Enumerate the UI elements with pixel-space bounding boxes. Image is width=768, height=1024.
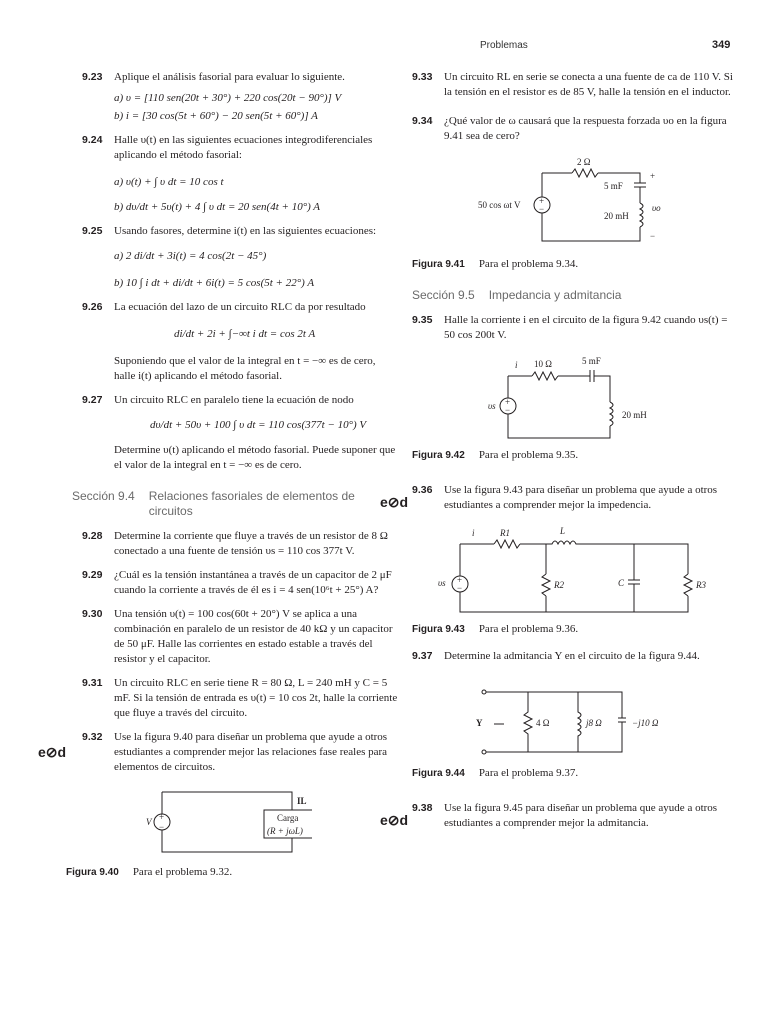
- plus-sign: +: [505, 397, 511, 407]
- problem-number: 9.31: [82, 677, 103, 689]
- figure-caption: Para el problema 9.32.: [132, 866, 233, 878]
- problem-9-24: [82, 133, 398, 215]
- current-label: i: [472, 528, 475, 538]
- problem-9-36: [380, 483, 734, 513]
- section-title: Relaciones fasoriales de elementos de circuitos: [148, 489, 355, 518]
- plus-sign: +: [457, 575, 463, 585]
- figure-label: Figura 9.43: [412, 624, 465, 635]
- problem-number: 9.26: [82, 301, 103, 313]
- problem-number: 9.34: [412, 115, 433, 127]
- figure-caption: Para el problema 9.35.: [478, 449, 579, 461]
- resistor-label: 2 Ω: [577, 157, 591, 167]
- problem-text: Una tensión υ(t) = 100 cos(60t + 20°) V se aplica a una combinación en paralelo de un resistor de 40 kΩ y un capacitor de 50 μF. Halle las corrientes en estado estable a través del resistor y el capacitor.: [114, 608, 393, 665]
- load-label: Carga: [277, 813, 299, 823]
- problem-text: Determine la admitancia Y en el circuito de la figura 9.44.: [444, 650, 700, 662]
- figure-9-43-circuit: [412, 522, 734, 618]
- capacitor-label: 5 mF: [604, 181, 623, 191]
- problem-9-30: [82, 607, 398, 667]
- problem-number: 9.29: [82, 569, 103, 581]
- equation-a: a) 2 di/dt + 3i(t) = 4 cos(2t − 45°): [114, 250, 267, 262]
- running-title: Problemas: [480, 40, 528, 51]
- equation: di/dt + 2i + ∫−∞t i dt = cos 2t A: [174, 328, 316, 340]
- figure-9-40-circuit: [142, 786, 312, 856]
- equation: dυ/dt + 50υ + 100 ∫ υ dt = 110 cos(377t − 10°) V: [150, 419, 367, 431]
- problem-9-27: [82, 393, 398, 473]
- problem-9-31: [82, 676, 398, 721]
- ead-badge-icon: e⊘d: [380, 494, 409, 510]
- figure-9-44-caption: [412, 766, 734, 781]
- plus-sign: +: [650, 171, 656, 181]
- problem-number: 9.36: [412, 484, 433, 496]
- admittance-label: Y: [476, 718, 483, 728]
- figure-9-42-caption: [412, 448, 734, 463]
- capacitor-label: 5 mF: [582, 356, 601, 366]
- equation-b: b) 10 ∫ i dt + di/dt + 6i(t) = 5 cos(5t + 22°) A: [114, 277, 315, 289]
- problem-9-38: [380, 801, 734, 831]
- section-label: Sección 9.5: [412, 288, 475, 302]
- problem-text: ¿Qué valor de ω causará que la respuesta forzada υo en la figura 9.41 sea de cero?: [444, 115, 727, 142]
- problem-number: 9.28: [82, 530, 103, 542]
- ead-badge-icon: e⊘d: [380, 812, 409, 828]
- source-label: V: [146, 817, 152, 827]
- problem-number: 9.33: [412, 71, 433, 83]
- problem-text: Use la figura 9.43 para diseñar un problema que ayude a otros estudiantes a comprender mejor la impedencia.: [444, 484, 718, 511]
- plus-sign: +: [539, 196, 545, 206]
- r3-label: R3: [696, 580, 706, 590]
- figure-label: Figura 9.41: [412, 259, 465, 270]
- problem-number: 9.24: [82, 134, 103, 146]
- inductor-label: j8 Ω: [586, 718, 602, 728]
- problem-text: Un circuito RLC en paralelo tiene la ecuación de nodo: [114, 394, 354, 406]
- section-heading-9-5: [412, 288, 734, 303]
- problem-number: 9.23: [82, 71, 103, 83]
- figure-caption: Para el problema 9.34.: [478, 258, 579, 270]
- resistor-label: 4 Ω: [536, 718, 550, 728]
- current-label: i: [515, 360, 518, 370]
- problem-number: 9.25: [82, 225, 103, 237]
- resistor-label: 10 Ω: [534, 359, 552, 369]
- capacitor-label: C: [618, 578, 625, 588]
- figure-9-42-circuit: [412, 352, 734, 444]
- figure-caption: Para el problema 9.36.: [478, 623, 579, 635]
- problem-number: 9.35: [412, 314, 433, 326]
- problem-number: 9.27: [82, 394, 103, 406]
- figure-9-44-circuit: [412, 682, 734, 762]
- section-title: Impedancia y admitancia: [488, 288, 622, 302]
- problem-9-26: [82, 300, 398, 384]
- problem-text: Un circuito RLC en serie tiene R = 80 Ω, L = 240 mH y C = 5 mF. Si la tensión de entrada es υ(t) = 10 cos 2t, halle la corriente que fluye a través del circuito.: [114, 677, 398, 719]
- problem-text: Determine la corriente que fluye a través de un resistor de 8 Ω conectado a una fuente de tensión υs = 110 cos 377t V.: [114, 530, 388, 557]
- r1-label: R1: [500, 528, 510, 538]
- right-column: [380, 70, 734, 840]
- current-label: IL: [297, 796, 307, 806]
- source-label: υs: [488, 401, 496, 411]
- minus-sign: −: [539, 204, 545, 214]
- figure-9-43-caption: [412, 622, 734, 637]
- figure-label: Figura 9.44: [412, 768, 465, 779]
- output-voltage-label: υo: [652, 203, 661, 213]
- problem-9-23: [82, 70, 398, 124]
- equation-a: a) υ(t) + ∫ υ dt = 10 cos t: [114, 176, 224, 188]
- figure-9-41-circuit: [412, 153, 734, 253]
- source-label: 50 cos ωt V: [478, 200, 521, 210]
- problem-9-37: [412, 649, 734, 664]
- problem-text: Un circuito RL en serie se conecta a una fuente de ca de 110 V. Si la tensión en el resistor es de 85 V, halle la tensión en el inductor.: [444, 71, 733, 98]
- source-label: υs: [438, 578, 446, 588]
- problem-text: Use la figura 9.40 para diseñar un problema que ayude a otros estudiantes a comprender mejor las relaciones fase reales para elementos de circuitos.: [114, 731, 388, 773]
- problem-text: Aplique el análisis fasorial para evaluar lo siguiente.: [114, 71, 345, 83]
- inductor-label: L: [560, 526, 566, 536]
- problem-9-33: [412, 70, 734, 100]
- load-impedance: (R + jωL): [267, 826, 303, 836]
- problem-text-2: Suponiendo que el valor de la integral en t = −∞ es de cero, halle i(t) aplicando el método fasorial.: [114, 355, 376, 382]
- ead-badge-icon: e⊘d: [38, 744, 67, 760]
- problem-9-25: [82, 224, 398, 291]
- minus-sign: −: [457, 583, 463, 593]
- inductor-label: 20 mH: [604, 211, 629, 221]
- minus-sign: −: [505, 405, 511, 415]
- page-number: 349: [712, 39, 731, 51]
- figure-label: Figura 9.42: [412, 450, 465, 461]
- section-heading-9-4: [72, 489, 398, 519]
- figure-label: Figura 9.40: [66, 867, 119, 878]
- inductor-label: 20 mH: [622, 410, 647, 420]
- problem-9-32: [38, 730, 398, 775]
- equation-b: b) dυ/dt + 5υ(t) + 4 ∫ υ dt = 20 sen(4t + 10°) A: [114, 201, 321, 213]
- problem-text: ¿Cuál es la tensión instantánea a través de un capacitor de 2 μF cuando la corriente a través de él es i = 4 sen(10⁶t + 25°) A?: [114, 569, 392, 596]
- r2-label: R2: [554, 580, 564, 590]
- plus-sign: +: [159, 812, 165, 822]
- problem-text: Halle la corriente i en el circuito de la figura 9.42 cuando υs(t) = 50 cos 200t V.: [444, 314, 728, 341]
- minus-sign: −: [650, 231, 656, 241]
- section-label: Sección 9.4: [72, 489, 135, 503]
- left-column: [38, 70, 398, 892]
- problem-text-2: Determine υ(t) aplicando el método fasorial. Puede suponer que el valor de la integral en t = −∞ es de cero.: [114, 444, 396, 471]
- problem-number: 9.30: [82, 608, 103, 620]
- figure-9-41-caption: [412, 257, 734, 272]
- problem-text: Halle υ(t) en las siguientes ecuaciones integrodiferenciales aplicando el método fasorial:: [114, 134, 373, 161]
- figure-9-40-caption: [66, 865, 398, 880]
- problem-text: La ecuación del lazo de un circuito RLC da por resultado: [114, 301, 366, 313]
- problem-9-29: [82, 568, 398, 598]
- capacitor-label: −j10 Ω: [632, 718, 659, 728]
- figure-caption: Para el problema 9.37.: [478, 767, 579, 779]
- problem-number: 9.37: [412, 650, 433, 662]
- problem-number: 9.38: [412, 802, 433, 814]
- problem-number: 9.32: [82, 731, 103, 743]
- equation-a: a) υ = [110 sen(20t + 30°) + 220 cos(20t − 90°)] V: [114, 92, 342, 104]
- problem-9-28: [82, 529, 398, 559]
- problem-text: Usando fasores, determine i(t) en las siguientes ecuaciones:: [114, 225, 377, 237]
- problem-text: Use la figura 9.45 para diseñar un problema que ayude a otros estudiantes a comprender mejor la admitancia.: [444, 802, 718, 829]
- problem-9-35: [412, 313, 734, 343]
- problem-9-34: [412, 114, 734, 144]
- equation-b: b) i = [30 cos(5t + 60°) − 20 sen(5t + 60°)] A: [114, 110, 318, 122]
- minus-sign: −: [159, 822, 165, 832]
